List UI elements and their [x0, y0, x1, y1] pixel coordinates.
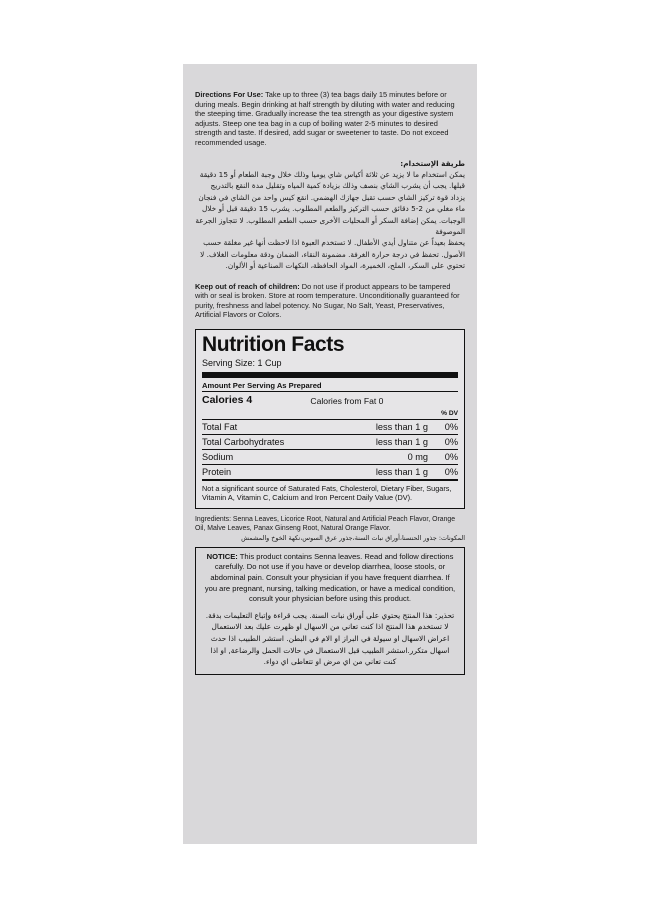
notice-english: [204, 552, 456, 605]
product-package-panel: [183, 64, 477, 844]
table-row-dv-header: [202, 408, 458, 420]
notice-heading: NOTICE:: [206, 551, 238, 561]
directions-arabic-heading: طريقة الإستخدام:: [400, 158, 465, 168]
directions-arabic-section: [195, 158, 465, 272]
nutrient-value: 0 mg: [304, 450, 428, 465]
directions-arabic-body: يمكن استخدام ما لا يزيد عن ثلاثة أكياس شاي يوميا وذلك خلال وجبة الطعام أو 15 دقيقة قبلها. يجب أن يشرب الشاي بنصف وذلك بزيادة كمية المياه وتقليل مدة النقع بالتدريج يزداد قوة تركيز الشاي حسب تقبل جهازك الهضمي. انقع كيس واحد من الشاي في فنجان ماء مغلي من 2-5 دقائق حسب التركيز والطعم المطلوب. يشرب 15 دقيقة قبل أو خلال الوجبات. يمكن إضافة السكر أو المحليات الأخرى حسب الطعم المطلوب. لا تتجاوز الجرعة الموصوفة: [195, 169, 465, 236]
nutrient-dv: 0%: [428, 435, 458, 450]
nutrient-name: Total Fat: [202, 420, 304, 435]
divider-medium: [202, 479, 458, 481]
keep-out-body: Do not use if product appears to be tampered with or seal is broken. Store at room temperature. Unconditionally guaranteed for purity, freshness and label potency. No Sugar, No Salt, Yeast, Preservatives, Artificial Flavors or Colors.: [195, 281, 460, 320]
nutrient-value: less than 1 g: [304, 465, 428, 480]
nutrient-value: less than 1 g: [304, 420, 428, 435]
nutrient-name: Sodium: [202, 450, 304, 465]
table-row: [202, 465, 458, 480]
calories-from-fat: Calories from Fat 0: [310, 396, 384, 406]
nutrient-dv: 0%: [428, 420, 458, 435]
ingredients-text: Ingredients: Senna Leaves, Licorice Root, Natural and Artificial Peach Flavor, Orange Oil, Malve Leaves, Panax Ginseng Root, Natural Orange Flavor.: [195, 515, 456, 532]
nutrient-dv: 0%: [428, 465, 458, 480]
table-row: [202, 450, 458, 465]
serving-size: Serving Size: 1 Cup: [202, 358, 282, 368]
directions-body: Take up to three (3) tea bags daily 15 minutes before or during meals. Begin drinking at half strength by diluting with water and reducing the steeping time. Gradually increase the tea strength as your digestive system adjusts. Steep one tea bag in a cup of boiling water 2-5 minutes to desired strength and taste. If desired, add sugar or sweetener to taste. Do not exceed recommended usage.: [195, 90, 455, 147]
nutrition-facts-title: Nutrition Facts: [202, 333, 345, 356]
divider-thick: [202, 372, 458, 378]
calories-label: Calories 4: [202, 394, 253, 406]
dv-header: % DV: [441, 410, 458, 417]
nutrition-footnote: Not a significant source of Saturated Fats, Cholesterol, Dietary Fiber, Sugars, Vitamin A, Vitamin C, Calcium and Iron Percent Daily Value (DV).: [202, 484, 452, 503]
keep-out-of-reach-section: [195, 282, 465, 320]
table-row: [202, 420, 458, 435]
table-row: [202, 435, 458, 450]
nutrient-dv: 0%: [428, 450, 458, 465]
notice-box: [195, 547, 465, 675]
keep-out-heading: Keep out of reach of children:: [195, 281, 300, 291]
spacer: [195, 148, 465, 158]
ingredients-text-arabic: المكونات: جذور الحنسنا،أوراق نبات السنة،جذور عرق السوس،نكهة الخوخ والمشمش: [241, 534, 465, 543]
nutrient-value: less than 1 g: [304, 435, 428, 450]
spacer: [195, 272, 465, 282]
directions-heading: Directions For Use:: [195, 90, 264, 99]
directions-arabic-warning: يحفظ بعيداً عن متناول أيدي الأطفال. لا تستخدم العبوة اذا لاحظت أنها غير مغلقة حسب الأصول. تحفظ في درجة حرارة الغرفة. مضمونة النقاء، الضمان ودقة معلومات الغلاف. لا تحتوي على السكر، الملح، الخميرة، المواد الحافظة، النكهات الصناعية أو الألوان.: [200, 238, 465, 271]
notice-body: This product contains Senna leaves. Read and follow directions carefully. Do not use if you have or develop diarrhea, loose stools, or abdominal pain. Consult your physician if you have frequent diarrhea. If you are pregnant, nursing, talking medication, or have a medical condition, consult your physician before using this product.: [204, 551, 456, 604]
amount-per-serving: Amount Per Serving As Prepared: [202, 381, 322, 390]
directions-section: [195, 90, 465, 148]
nutrient-name: Protein: [202, 465, 304, 480]
nutrition-table: [202, 392, 458, 479]
table-row-calories: [202, 392, 458, 408]
nutrition-facts-panel: [195, 329, 465, 509]
notice-arabic: تحذير: هذا المنتج يحتوي على أوراق نبات السنة. يجب قراءة وإتباع التعليمات بدقة. لا تستخدم هذا المنتج اذا كنت تعاني من الاسهال او ظهرت عليك بعد الاستعمال اعراض الاسهال او سيولة في البراز او الام في البطن. استشر الطبيب اذا حدث اسهال متكرر.استشر الطبيب قبل الاستعمال في حالات الحمل والرضاعة, او اذا كنت تعاني من اي مرض او تتعاطى اي دواء.: [205, 610, 455, 667]
nutrient-name: Total Carbohydrates: [202, 435, 304, 450]
